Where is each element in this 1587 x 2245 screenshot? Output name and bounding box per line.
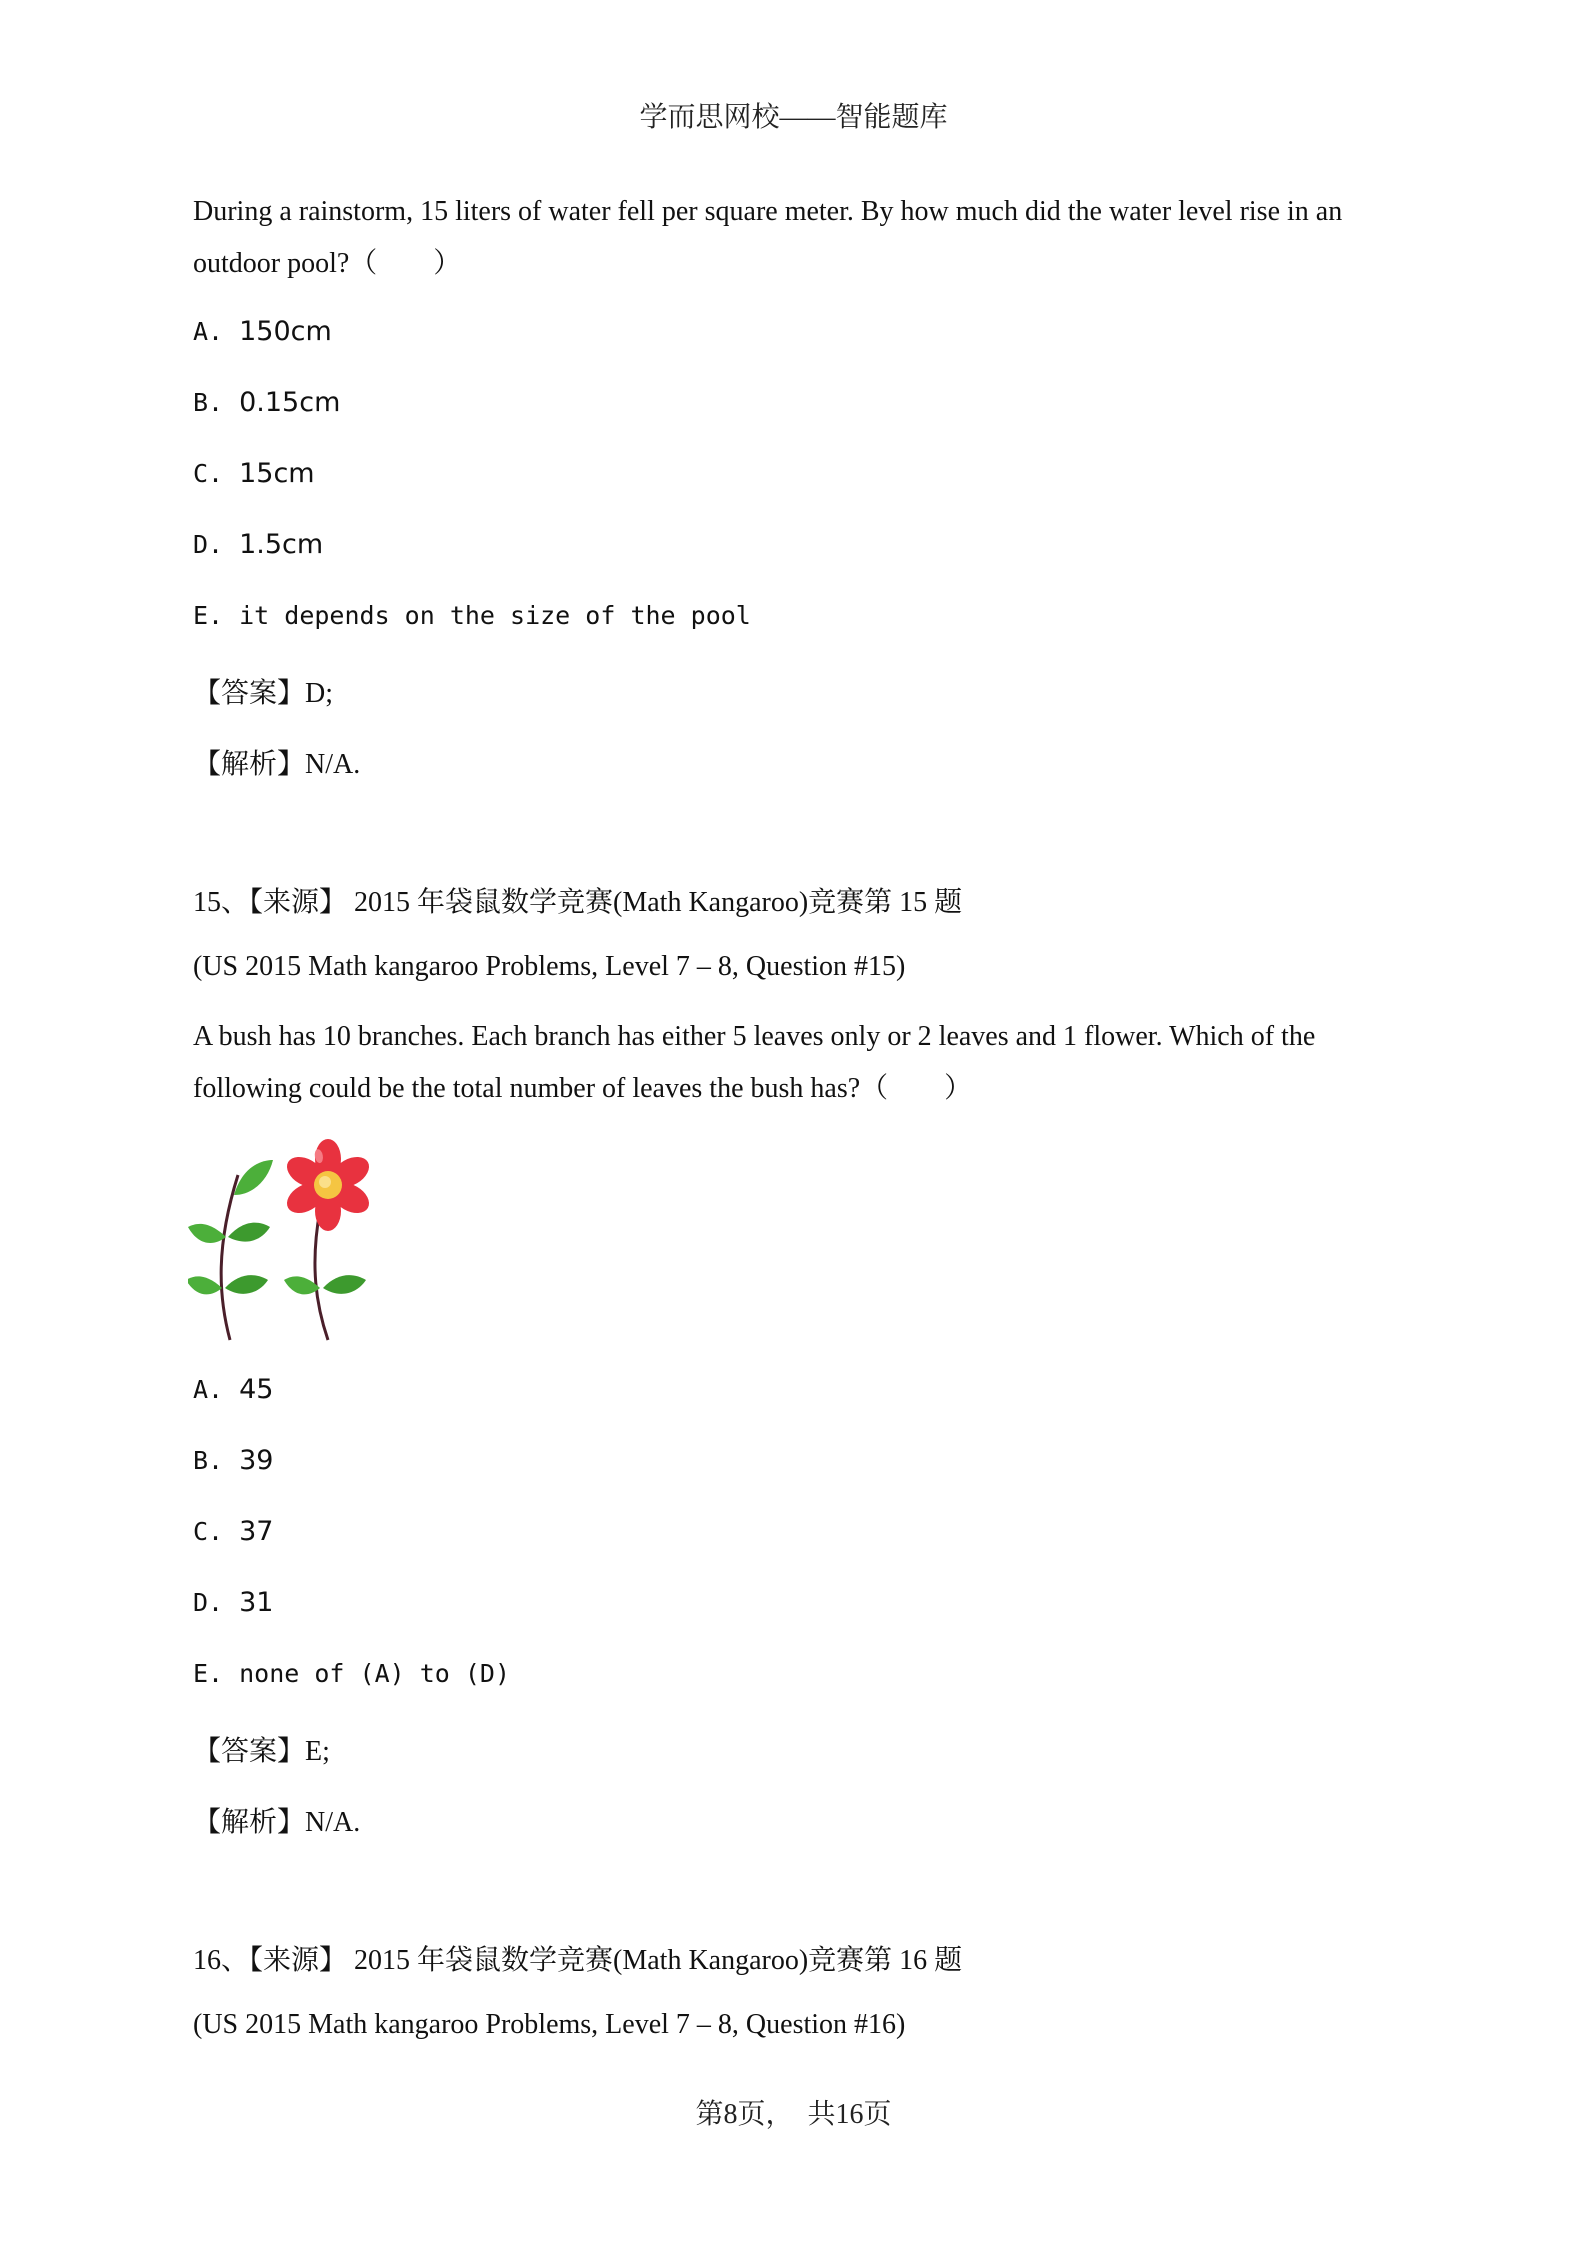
q14-analysis bbox=[193, 742, 360, 782]
q15-option-e bbox=[193, 1658, 510, 1690]
option-letter: A. bbox=[193, 317, 224, 346]
q15-source-line bbox=[193, 880, 962, 920]
answer-value: D; bbox=[305, 678, 334, 709]
q15-subtitle: (US 2015 Math kangaroo Problems, Level 7 – 8, Question #15) bbox=[193, 951, 906, 982]
option-text: 39 bbox=[239, 1445, 274, 1476]
flower-branch bbox=[282, 1139, 375, 1340]
q14-stem: During a rainstorm, 15 liters of water fell per square meter. By how much did the water level rise in an outdoor pool?（ ） bbox=[193, 196, 1343, 279]
option-text: none of (A) to (D) bbox=[239, 1659, 511, 1688]
source-label: 【来源】 bbox=[249, 887, 348, 918]
q14-option-e bbox=[193, 600, 751, 632]
q15-option-b bbox=[193, 1445, 273, 1477]
option-text: it depends on the size of the pool bbox=[239, 601, 751, 630]
q14-answer bbox=[193, 671, 333, 711]
q15-option-d bbox=[193, 1587, 273, 1619]
analysis-value: N/A. bbox=[305, 1807, 361, 1838]
source-label: 【来源】 bbox=[249, 1945, 348, 1976]
flower-illustration bbox=[188, 1135, 398, 1350]
page-header: 学而思网校——智能题库 bbox=[639, 102, 948, 133]
q15-option-a bbox=[193, 1374, 273, 1406]
option-text: 15cm bbox=[239, 458, 315, 489]
option-letter: C. bbox=[193, 1517, 224, 1546]
q16-subtitle: (US 2015 Math kangaroo Problems, Level 7 – 8, Question #16) bbox=[193, 2009, 906, 2040]
q14-option-a bbox=[193, 316, 332, 348]
leafy-branch bbox=[188, 1160, 273, 1340]
option-letter: C. bbox=[193, 459, 224, 488]
q14-option-b bbox=[193, 387, 340, 419]
option-letter: A. bbox=[193, 1375, 224, 1404]
analysis-label: 【解析】 bbox=[193, 1807, 306, 1838]
q14-option-d bbox=[193, 529, 323, 561]
answer-label: 【答案】 bbox=[193, 678, 306, 709]
option-text: 45 bbox=[239, 1374, 274, 1405]
source-text: 2015 年袋鼠数学竞赛(Math Kangaroo)竞赛第 15 题 bbox=[354, 887, 963, 918]
option-text: 150cm bbox=[239, 316, 332, 347]
q14-option-c bbox=[193, 458, 315, 490]
q15-option-c bbox=[193, 1516, 273, 1548]
page-footer: 第8页， 共16页 bbox=[695, 2099, 892, 2130]
analysis-value: N/A. bbox=[305, 749, 361, 780]
option-text: 1.5cm bbox=[239, 529, 324, 560]
option-letter: E. bbox=[193, 601, 224, 630]
answer-label: 【答案】 bbox=[193, 1736, 306, 1767]
q15-analysis bbox=[193, 1800, 360, 1840]
option-letter: D. bbox=[193, 530, 224, 559]
answer-value: E; bbox=[305, 1736, 330, 1767]
q15-stem: A bush has 10 branches. Each branch has either 5 leaves only or 2 leaves and 1 flower. Which of the following could be the total number of leaves the bush has?（ ） bbox=[193, 1021, 1316, 1104]
option-text: 31 bbox=[239, 1587, 274, 1618]
option-letter: B. bbox=[193, 388, 224, 417]
q16-source-line bbox=[193, 1938, 962, 1978]
option-text: 0.15cm bbox=[239, 387, 341, 418]
q15-answer bbox=[193, 1729, 330, 1769]
option-letter: D. bbox=[193, 1588, 224, 1617]
option-text: 37 bbox=[239, 1516, 274, 1547]
source-text: 2015 年袋鼠数学竞赛(Math Kangaroo)竞赛第 16 题 bbox=[354, 1945, 963, 1976]
analysis-label: 【解析】 bbox=[193, 749, 306, 780]
option-letter: E. bbox=[193, 1659, 224, 1688]
option-letter: B. bbox=[193, 1446, 224, 1475]
question-number: 15、 bbox=[193, 887, 250, 918]
question-number: 16、 bbox=[193, 1945, 250, 1976]
